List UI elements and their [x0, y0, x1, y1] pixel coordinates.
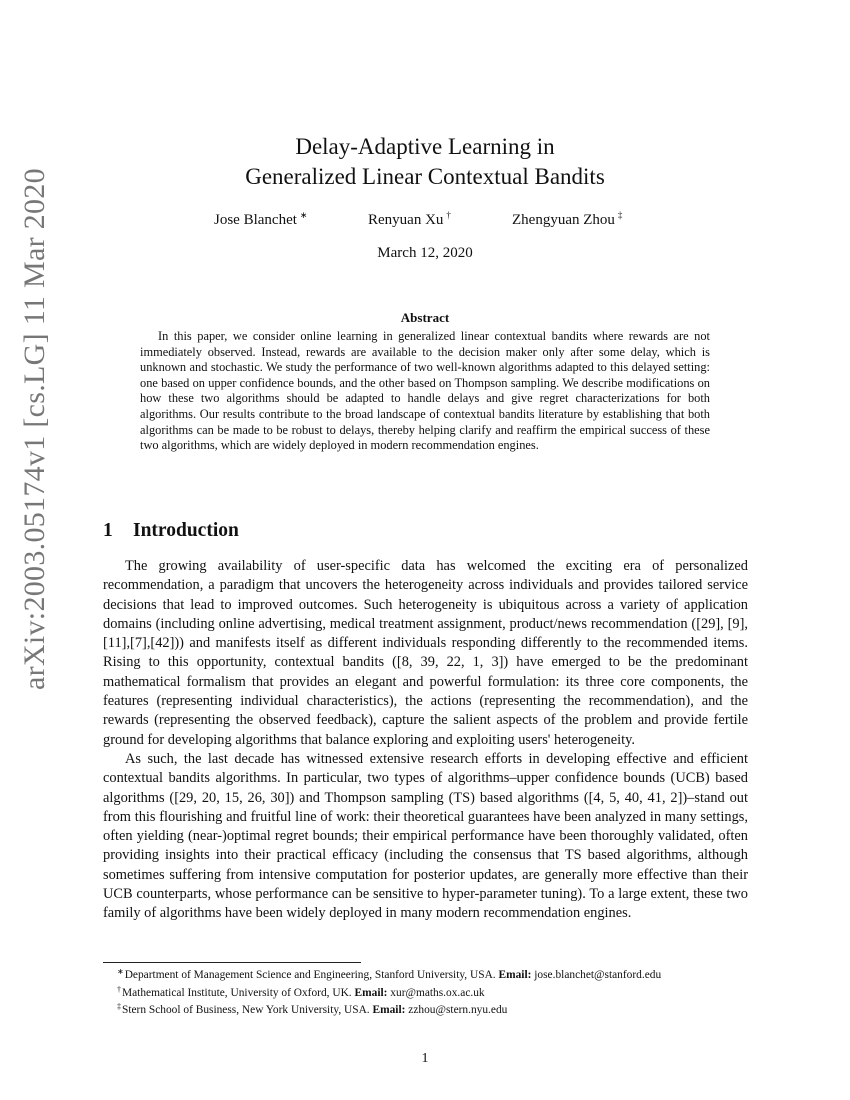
author-footnote-mark[interactable]: † [446, 210, 451, 220]
body-paragraph: As such, the last decade has witnessed extensive research efforts in developing effective and efficient contextual bandits algorithms. In particular, two types of algorithms–upper confidence bounds (UCB) based algorithms ([29, 20, 15, 26, 30]) and Thompson sampling (TS) based algorithms ([4, 5, 40, 41, 2])–stand out from this flourishing and fruitful line of work: their theoretical guarantees have been analyzed in many settings, often yielding (near-)optimal regret bounds; their empirical performance have been thoroughly validated, often providing insights into their practical efficacy (including the consensus that TS based algorithms, although sometimes suffering from intensive computation for posterior updates, are generally more effective than their UCB counterparts, whose performance can be sensitive to hyper-parameter tuning). To a large extent, these two family of algorithms have been widely deployed in many modern recommendation engines. [103, 750, 748, 922]
footnotes [103, 965, 748, 1018]
abstract-heading: Abstract [400, 310, 450, 325]
section-heading [103, 520, 239, 542]
footnote-email-label: Email: [498, 969, 532, 981]
author-name: Zhengyuan Zhou [512, 212, 615, 228]
publication-date: March 12, 2020 [377, 245, 473, 261]
footnote-email[interactable]: zzhou@stern.nyu.edu [408, 1004, 508, 1016]
footnote [103, 1000, 748, 1018]
author [512, 210, 622, 229]
section-number: 1 [103, 520, 113, 541]
author-name: Jose Blanchet [214, 212, 297, 228]
title-line-1: Delay-Adaptive Learning in [295, 134, 555, 159]
paper-title [0, 132, 850, 192]
section-title: Introduction [133, 520, 239, 541]
author-name: Renyuan Xu [368, 212, 444, 228]
title-line-2: Generalized Linear Contextual Bandits [245, 164, 605, 189]
footnote-email[interactable]: jose.blanchet@stanford.edu [534, 969, 662, 981]
footnote-mark: † [117, 984, 121, 994]
footnote-divider [103, 962, 361, 963]
abstract-text: In this paper, we consider online learning in generalized linear contextual bandits where rewards are not immediately observed. Instead, rewards are available to the decision maker only after some delay, which is unknown and stochastic. We study the performance of two well-known algorithms adapted to this delayed setting: one based on upper confidence bounds, and the other based on Thompson sampling. We describe modifications on how these two algorithms should be adapted to handle delays and give regret characterizations for both algorithms. Our results contribute to the broad landscape of contextual bandits literature by establishing that both algorithms can be made to be robust to delays, thereby helping clarify and reaffirm the empirical success of these two algorithms, which are widely deployed in modern recommendation engines. [140, 329, 710, 453]
footnote-affiliation: Department of Management Science and Engineering, Stanford University, USA. [124, 969, 496, 981]
author-footnote-mark[interactable]: ‡ [617, 210, 623, 220]
footnote-mark: ‡ [117, 1002, 121, 1011]
footnote [103, 983, 748, 1001]
author-list [0, 210, 850, 234]
footnote-email[interactable]: xur@maths.ox.ac.uk [390, 986, 485, 999]
footnote-mark: ∗ [117, 967, 124, 976]
author [214, 210, 307, 229]
body-text [103, 557, 748, 924]
footnote-email-label: Email: [354, 986, 388, 999]
page-number: 1 [421, 1051, 429, 1066]
body-paragraph: The growing availability of user-specific data has welcomed the exciting era of personalized recommendation, a paradigm that uncovers the heterogeneity across individuals and provides tailored service decisions that lead to improved outcomes. Such heterogeneity is ubiquitous across a variety of application domains (including online advertising, medical treatment assignment, product/news recommendation ([29], [9],[11],[7],[42])) and manifests itself as different individuals responding differently to the recommended items. Rising to this opportunity, contextual bandits ([8, 39, 22, 1, 3]) have emerged to be the predominant mathematical formalism that provides an elegant and powerful formulation: its three core components, the features (representing individual characteristics), the actions (representing the recommendation), and the rewards (representing the observed feedback), capture the salient aspects of the problem and provide fertile ground for developing algorithms that balance exploring and exploiting users' heterogeneity. [103, 558, 748, 748]
arxiv-identifier: arXiv:2003.05174v1 [cs.LG] 11 Mar 2020 [18, 168, 51, 690]
footnote-affiliation: Mathematical Institute, University of Oxford, UK. [122, 986, 352, 999]
author [368, 210, 451, 229]
footnote [103, 965, 748, 983]
footnote-affiliation: Stern School of Business, New York University, USA. [122, 1004, 370, 1016]
author-footnote-mark[interactable]: ∗ [299, 210, 308, 220]
footnote-email-label: Email: [372, 1004, 406, 1016]
